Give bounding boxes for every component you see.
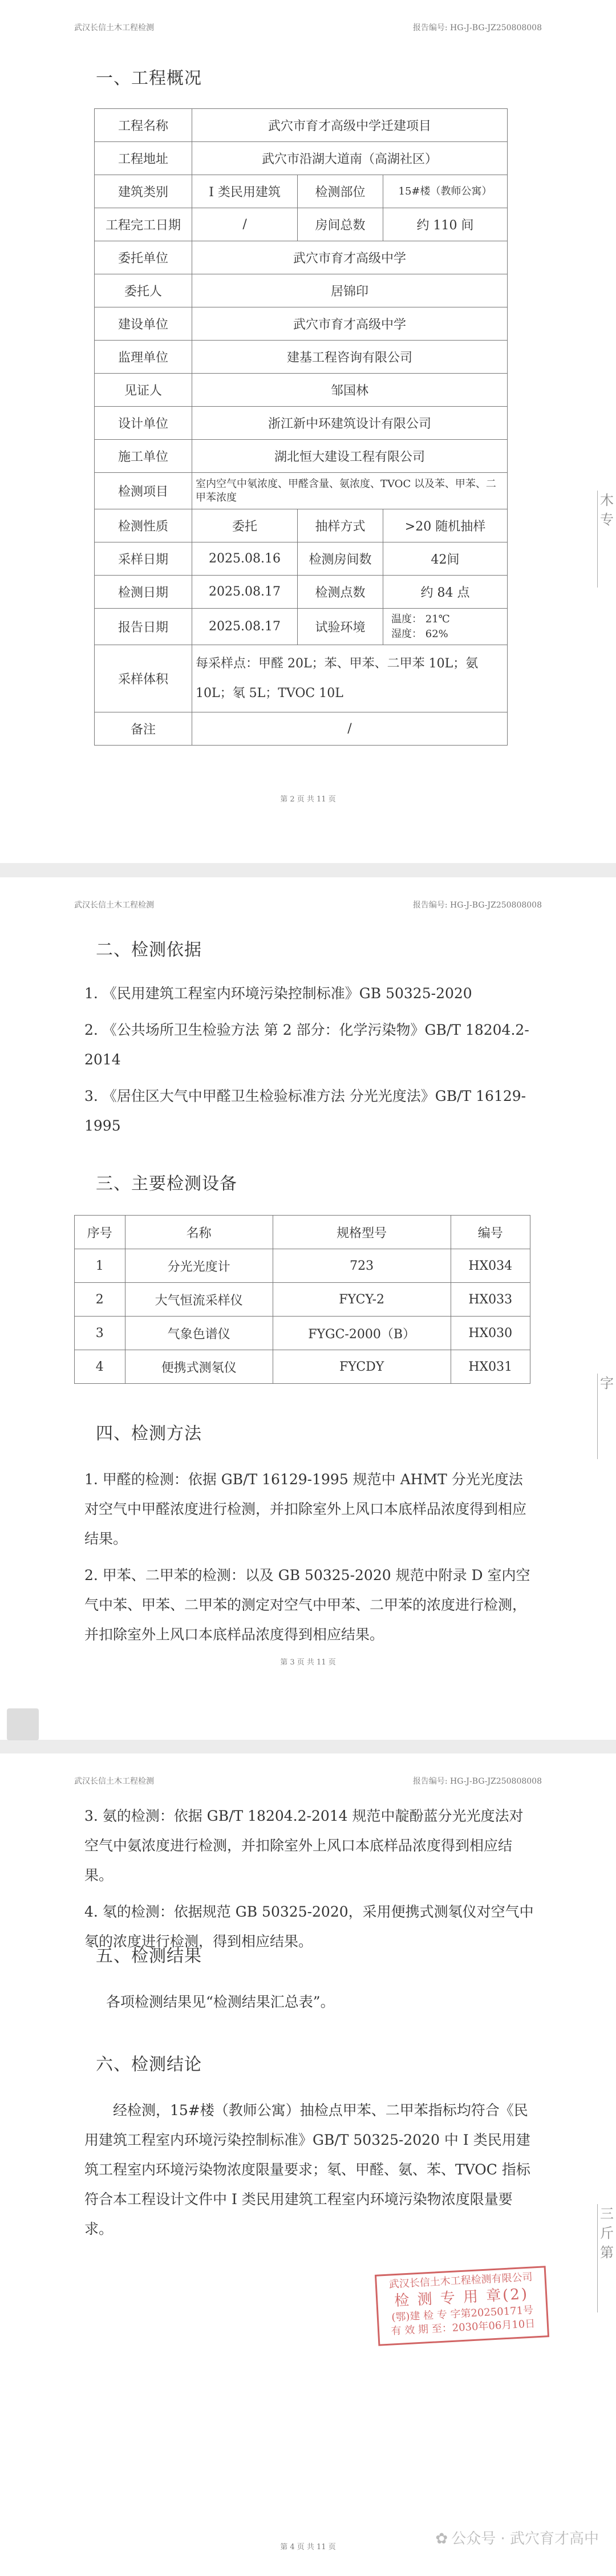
value-sampling-volume bbox=[192, 645, 508, 712]
report-page-3 bbox=[0, 877, 616, 1740]
value-nature: 委托 bbox=[192, 509, 298, 542]
value-builder: 武穴市育才高级中学 bbox=[192, 307, 508, 341]
cell: HX033 bbox=[451, 1283, 530, 1317]
section-title-equipment: 三、主要检测设备 bbox=[96, 1174, 237, 1194]
label: 工程名称 bbox=[95, 109, 192, 142]
value-agent: 居锦印 bbox=[192, 274, 508, 307]
value-rooms: 42间 bbox=[383, 542, 508, 576]
page-footer: 第 3 页 共 11 页 bbox=[280, 1658, 336, 1667]
label: 备注 bbox=[95, 712, 192, 746]
value-part: 15#楼（教师公寓） bbox=[383, 175, 508, 208]
label: 检测项目 bbox=[95, 473, 192, 509]
side-cut-text: 三斤第 bbox=[597, 2204, 616, 2312]
basis-list bbox=[84, 979, 535, 1148]
cell: HX034 bbox=[451, 1249, 530, 1283]
page-footer: 第 2 页 共 11 页 bbox=[280, 795, 336, 804]
col-header: 规格型号 bbox=[273, 1216, 451, 1249]
cell: 气象色谱仪 bbox=[125, 1317, 273, 1350]
table-header-row bbox=[75, 1216, 530, 1249]
value-remark: / bbox=[192, 712, 508, 746]
header-report-number: 报告编号: HG-J-BG-JZ250808008 bbox=[412, 1777, 542, 1786]
cell: 大气恒流采样仪 bbox=[125, 1283, 273, 1317]
header-report-number: 报告编号: HG-J-BG-JZ250808008 bbox=[412, 23, 542, 33]
label: 建筑类别 bbox=[95, 175, 192, 208]
value-room-total: 约 110 间 bbox=[383, 208, 508, 241]
basis-item: 3. 《居住区大气中甲醛卫生检验标准方法 分光光度法》GB/T 16129-1995 bbox=[84, 1088, 526, 1134]
table-row bbox=[75, 1350, 530, 1384]
cell: 723 bbox=[273, 1249, 451, 1283]
section-title-overview: 一、工程概况 bbox=[96, 68, 202, 88]
header-company: 武汉长信土木工程检测 bbox=[74, 901, 154, 910]
label: 监理单位 bbox=[95, 341, 192, 374]
seal-title: 检 测 专 用 章(2) bbox=[394, 2285, 529, 2310]
report-page-4 bbox=[0, 1753, 616, 2576]
cell: 3 bbox=[75, 1317, 125, 1350]
header-company: 武汉长信土木工程检测 bbox=[74, 1777, 154, 1786]
label: 检测房间数 bbox=[298, 542, 383, 576]
watermark-text: 公众号 · 武穴育才高中 bbox=[451, 2530, 599, 2547]
page-header bbox=[74, 1775, 542, 1789]
cell: HX031 bbox=[451, 1350, 530, 1384]
label: 检测性质 bbox=[95, 509, 192, 542]
value-test-items: 室内空气中氡浓度、甲醛含量、氨浓度、TVOC 以及苯、甲苯、二甲苯浓度 bbox=[192, 473, 508, 509]
value-points: 约 84 点 bbox=[383, 576, 508, 609]
cell: FYCDY bbox=[273, 1350, 451, 1384]
cell: HX030 bbox=[451, 1317, 530, 1350]
label: 抽样方式 bbox=[298, 509, 383, 542]
label: 委托人 bbox=[95, 274, 192, 307]
method-item: 4. 氡的检测：依据规范 GB 50325-2020，采用便携式测氡仪对空气中氡的浓度进行检测，得到相应结果。 bbox=[84, 1903, 534, 1950]
value-environment bbox=[383, 609, 508, 645]
label: 检测日期 bbox=[95, 576, 192, 609]
results-text: 各项检测结果见“检测结果汇总表”。 bbox=[106, 1994, 335, 2010]
report-page-2 bbox=[0, 0, 616, 863]
value-designer: 浙江新中环建筑设计有限公司 bbox=[192, 407, 508, 440]
section-title-methods: 四、检测方法 bbox=[96, 1424, 202, 1444]
value-witness: 邹国林 bbox=[192, 374, 508, 407]
value-address: 武穴市沿湖大道南（高湖社区） bbox=[192, 142, 508, 175]
value-sample-date: 2025.08.16 bbox=[192, 542, 298, 576]
cell: FYGC-2000（B） bbox=[273, 1317, 451, 1350]
side-cut-text: 木专 bbox=[597, 491, 616, 588]
cell: FYCY-2 bbox=[273, 1283, 451, 1317]
seal-license: (鄂)建 检 专 字第20250171号 bbox=[391, 2304, 534, 2324]
env-temperature: 温度： 21℃ bbox=[391, 613, 450, 625]
header-report-number: 报告编号: HG-J-BG-JZ250808008 bbox=[412, 901, 542, 910]
value-completion: / bbox=[192, 208, 298, 241]
section-title-conclusion: 六、检测结论 bbox=[96, 2055, 202, 2075]
wechat-icon: ✿ bbox=[435, 2530, 448, 2547]
label: 采样日期 bbox=[95, 542, 192, 576]
cell: 4 bbox=[75, 1350, 125, 1384]
method-item: 2. 甲苯、二甲苯的检测：以及 GB 50325-2020 规范中附录 D 室内空气中苯、甲苯、二甲苯的测定对空气中甲苯、二甲苯的浓度进行检测，并扣除室外上风口本底样品浓度得到相应结果。 bbox=[84, 1567, 530, 1643]
table-row bbox=[75, 1249, 530, 1283]
page-footer: 第 4 页 共 11 页 bbox=[280, 2543, 336, 2551]
methods-list-continued bbox=[84, 1801, 535, 1963]
cell: 便携式测氡仪 bbox=[125, 1350, 273, 1384]
label: 检测部位 bbox=[298, 175, 383, 208]
label: 设计单位 bbox=[95, 407, 192, 440]
env-humidity: 湿度： 62% bbox=[391, 627, 448, 640]
section-title-basis: 二、检测依据 bbox=[96, 940, 202, 960]
label: 工程完工日期 bbox=[95, 208, 192, 241]
conclusion-text: 经检测，15#楼（教师公寓）抽检点甲苯、二甲苯指标均符合《民用建筑工程室内环境污染控制标准》GB/T 50325-2020 中 I 类民用建筑工程室内环境污染物浓度限量要求；氡、甲醛、氨、苯、TVOC 指标符合本工程设计文件中 I 类民用建筑工程室内环境污染物浓度限量要求。 bbox=[84, 2102, 530, 2237]
label: 施工单位 bbox=[95, 440, 192, 473]
label: 建设单位 bbox=[95, 307, 192, 341]
seal-validity: 有 效 期 至：2030年06月10日 bbox=[391, 2318, 536, 2338]
side-cut-text: 字 bbox=[597, 1374, 616, 1459]
label: 试验环境 bbox=[298, 609, 383, 645]
value-report-date: 2025.08.17 bbox=[192, 609, 298, 645]
label: 房间总数 bbox=[298, 208, 383, 241]
methods-list bbox=[84, 1465, 535, 1656]
label: 委托单位 bbox=[95, 241, 192, 274]
seal-company: 武汉长信土木工程检测有限公司 bbox=[388, 2271, 533, 2291]
page-header bbox=[74, 22, 542, 35]
value-building-type: I 类民用建筑 bbox=[192, 175, 298, 208]
wechat-watermark bbox=[432, 2527, 599, 2548]
inspection-seal-stamp bbox=[375, 2266, 549, 2346]
header-company: 武汉长信土木工程检测 bbox=[74, 23, 154, 33]
col-header: 编号 bbox=[451, 1216, 530, 1249]
label: 报告日期 bbox=[95, 609, 192, 645]
value-supervisor: 建基工程咨询有限公司 bbox=[192, 341, 508, 374]
value-constructor: 湖北恒大建设工程有限公司 bbox=[192, 440, 508, 473]
cell: 2 bbox=[75, 1283, 125, 1317]
label: 检测点数 bbox=[298, 576, 383, 609]
project-overview-table bbox=[94, 108, 508, 746]
basis-item: 1. 《民用建筑工程室内环境污染控制标准》GB 50325-2020 bbox=[84, 985, 472, 1002]
label: 采样体积 bbox=[95, 645, 192, 712]
table-row bbox=[75, 1317, 530, 1350]
cell: 分光光度计 bbox=[125, 1249, 273, 1283]
col-header: 序号 bbox=[75, 1216, 125, 1249]
value-client: 武穴市育才高级中学 bbox=[192, 241, 508, 274]
value-test-date: 2025.08.17 bbox=[192, 576, 298, 609]
equipment-table bbox=[74, 1215, 530, 1384]
volume-line-2: 10L；氡 5L；TVOC 10L bbox=[196, 686, 343, 700]
method-item: 3. 氨的检测：依据 GB/T 18204.2-2014 规范中靛酚蓝分光光度法对空气中氨浓度进行检测，并扣除室外上风口本底样品浓度得到相应结果。 bbox=[84, 1808, 524, 1884]
label: 工程地址 bbox=[95, 142, 192, 175]
scan-smudge bbox=[7, 1708, 39, 1740]
method-item: 1. 甲醛的检测：依据 GB/T 16129-1995 规范中 AHMT 分光光度法对空气中甲醛浓度进行检测，并扣除室外上风口本底样品浓度得到相应结果。 bbox=[84, 1471, 527, 1547]
col-header: 名称 bbox=[125, 1216, 273, 1249]
volume-line-1: 每采样点：甲醛 20L；苯、甲苯、二甲苯 10L；氨 bbox=[196, 656, 479, 671]
value-project-name: 武穴市育才高级中学迁建项目 bbox=[192, 109, 508, 142]
page-header bbox=[74, 899, 542, 913]
basis-item: 2. 《公共场所卫生检验方法 第 2 部分：化学污染物》GB/T 18204.2-2014 bbox=[84, 1022, 529, 1068]
label: 见证人 bbox=[95, 374, 192, 407]
table-row bbox=[75, 1283, 530, 1317]
section-title-results: 五、检测结果 bbox=[96, 1946, 202, 1966]
cell: 1 bbox=[75, 1249, 125, 1283]
value-sampling-method: >20 随机抽样 bbox=[383, 509, 508, 542]
